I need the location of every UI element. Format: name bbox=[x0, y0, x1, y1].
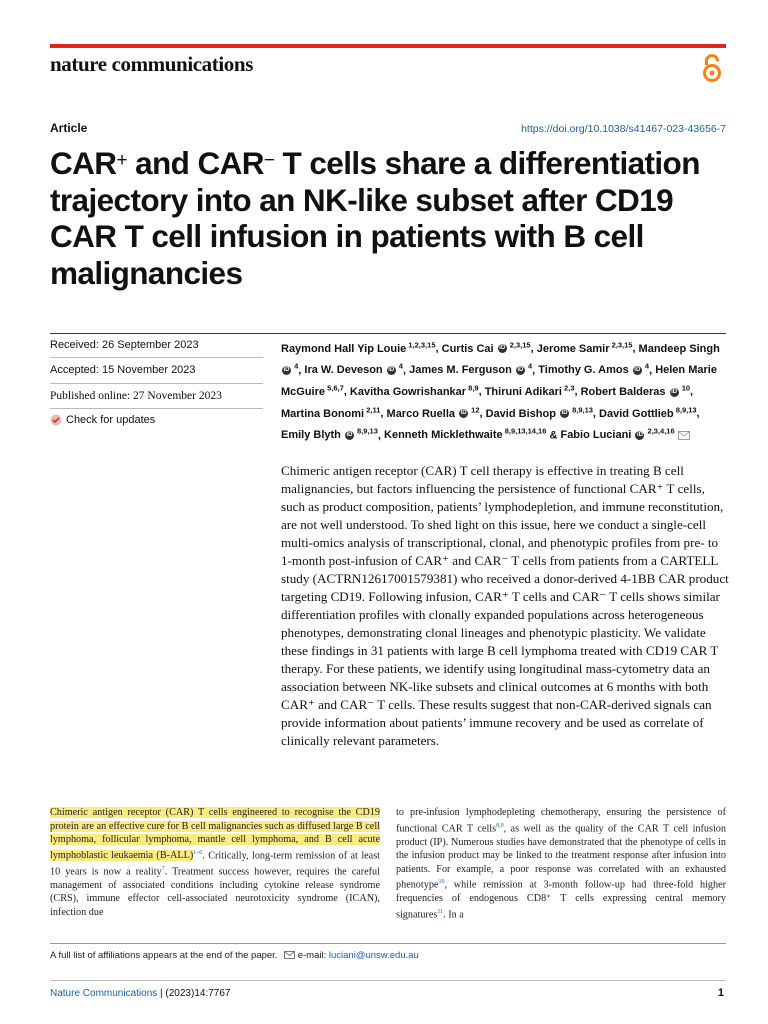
affiliation-superscript: 1,2,3,15 bbox=[406, 340, 436, 349]
author-name[interactable]: Kenneth Micklethwaite $^{8,9,13,14,16}$ bbox=[384, 426, 547, 442]
author-name[interactable]: Robert Balderas iD $^{10}$ bbox=[580, 383, 691, 398]
email-link[interactable]: luciani@unsw.edu.au bbox=[328, 950, 419, 961]
article-title: CAR+ and CAR− T cells share a differentiation trajectory into an NK-like subset after CD19 CAR T cell infusion in patients with B cell malignancies bbox=[50, 145, 700, 291]
affiliation-superscript: 4 bbox=[525, 361, 533, 371]
author-name[interactable]: Kavitha Gowrishankar $^{8,9}$ bbox=[349, 383, 479, 398]
author-name[interactable]: Jerome Samir $^{2,3,15}$ bbox=[536, 340, 633, 355]
affiliation-footnote: A full list of affiliations appears at the end of the paper. e-mail: luciani@unsw.edu.au bbox=[50, 950, 419, 961]
affiliation-superscript: 8,9,13 bbox=[354, 426, 378, 436]
journal-name[interactable]: nature communications bbox=[50, 52, 253, 76]
orcid-icon[interactable]: iD bbox=[388, 366, 395, 373]
corresponding-email-icon[interactable] bbox=[678, 431, 690, 440]
doi-link[interactable]: https://doi.org/10.1038/s41467-023-43656-7 bbox=[521, 123, 726, 135]
orcid-icon[interactable]: iD bbox=[671, 388, 678, 395]
meta-divider bbox=[50, 383, 263, 384]
body-column-right: to pre-infusion lymphodepleting chemotherapy, ensuring the persistence of functional CAR T cells$^{8,9}$, as well as the quality of the CAR T cell infusion product (IP). Numerous studies have demonstrated that the phenotype of cells in the infusion product may be linked to the treatment response after infusion into patients. For example, a poor response was correlated with an exhausted phenotype$^{10}$, while remission at 3-month follow-up had three-fold higher frequencies of endogenous CD8⁺ T cells expressing central memory signatures$^{11}$. In a bbox=[396, 807, 726, 921]
email-icon bbox=[284, 951, 295, 959]
orcid-icon[interactable]: iD bbox=[499, 345, 506, 352]
affiliation-superscript: 2,3,15 bbox=[609, 340, 633, 349]
author-name[interactable]: David Gottlieb $^{8,9,13}$ bbox=[599, 404, 697, 420]
orcid-icon[interactable]: iD bbox=[283, 366, 290, 373]
meta-divider bbox=[50, 357, 263, 358]
affiliation-superscript: 8,9 bbox=[466, 383, 479, 393]
affiliation-superscript: 2,3,15 bbox=[507, 340, 531, 349]
meta-divider bbox=[50, 408, 263, 409]
affiliation-superscript: 8,9,13 bbox=[673, 404, 697, 414]
reference-link[interactable]: 8,9 bbox=[496, 822, 504, 829]
reference-link[interactable]: 10 bbox=[438, 879, 445, 886]
open-access-icon bbox=[700, 52, 724, 84]
footer-journal-link[interactable]: Nature Communications bbox=[50, 988, 158, 999]
affiliation-superscript: 12 bbox=[469, 404, 480, 414]
accepted-date: Accepted: 15 November 2023 bbox=[50, 364, 196, 376]
footnote-divider bbox=[50, 943, 726, 944]
top-accent-bar bbox=[50, 44, 726, 48]
author-name[interactable]: Marco Ruella iD $^{12}$ bbox=[386, 404, 480, 420]
orcid-icon[interactable]: iD bbox=[561, 410, 568, 417]
orcid-icon[interactable]: iD bbox=[636, 431, 643, 438]
reference-link[interactable]: 1–6 bbox=[193, 849, 203, 856]
author-name[interactable]: James M. Ferguson iD $^4$ bbox=[409, 361, 533, 377]
author-name[interactable]: David Bishop iD $^{8,9,13}$ bbox=[485, 404, 593, 420]
orcid-icon[interactable]: iD bbox=[346, 431, 353, 438]
affiliation-superscript: 10 bbox=[679, 383, 691, 393]
orcid-icon[interactable]: iD bbox=[517, 366, 524, 373]
affiliation-superscript: 2,3 bbox=[561, 383, 575, 393]
author-name[interactable]: Martina Bonomi $^{2,11}$ bbox=[281, 404, 381, 420]
affiliation-superscript: 8,9,13 bbox=[569, 404, 593, 414]
affiliation-superscript: 8,9,13,14,16 bbox=[502, 426, 547, 436]
author-name[interactable]: Raymond Hall Yip Louie $^{1,2,3,15}$ bbox=[281, 340, 436, 355]
abstract: Chimeric antigen receptor (CAR) T cell therapy is effective in treating B cell malignancies, but factors influencing the persistence of functional CAR⁺ T cells, such as product composition, patients’ lymphodepletion, and immune reconstitution, are not well understood. To shed light on this issue, here we conduct a single-cell multi-omics analysis of transcriptional, clonal, and phenotypic profiles from pre- to 1-month post-infusion of CAR⁺ and CAR⁻ T cells from patients from a CARTELL study (ACTRN12617001579381) who received a donor-derived 4-1BB CAR product targeting CD19. Following infusion, CAR⁺ T cells and CAR⁻ T cells shows similar differentiation profiles with clonally expanded populations across heterogeneous phenotypes, demonstrating clonal lineages and phenotypic plasticity. We validate these findings in 31 patients with large B cell lymphoma treated with CD19 CAR T therapy. For these patients, we identify using longitudinal mass-cytometry data an association between NK-like subsets and clinical outcomes at 6 months with both CAR⁺ and CAR⁻ T cells. These results suggest that non-CAR-derived signals can provide information about patients’ immune recovery and be used as correlate of clinically relevant parameters. bbox=[281, 463, 729, 748]
author-name[interactable]: Fabio Luciani iD $^{2,3,4,16}$ bbox=[560, 426, 675, 442]
author-name[interactable]: Helen Marie McGuire $^{5,6,7}$ bbox=[281, 364, 717, 398]
highlighted-text[interactable]: Chimeric antigen receptor (CAR) T cells engineered to recognise the CD19 protein are an effective cure for B cell malignancies such as diffused large B cell lymphoma, follicular lymphoma, mantle cell lymphoma, and B cell acute lymphoblastic leukaemia (B-ALL) bbox=[50, 807, 380, 862]
orcid-icon[interactable]: iD bbox=[460, 410, 467, 417]
footer-divider bbox=[50, 980, 726, 981]
reference-link[interactable]: 11 bbox=[437, 908, 444, 915]
author-name[interactable]: Ira W. Deveson iD $^4$ bbox=[304, 361, 403, 377]
affiliation-superscript: 5,6,7 bbox=[325, 383, 344, 393]
reference-link[interactable]: 7 bbox=[161, 865, 165, 872]
author-name[interactable]: Curtis Cai iD $^{2,3,15}$ bbox=[441, 340, 531, 355]
affiliation-superscript: 2,11 bbox=[364, 404, 381, 414]
affiliation-superscript: 4 bbox=[292, 361, 299, 371]
affiliation-superscript: 2,3,4,16 bbox=[645, 426, 675, 436]
author-name[interactable]: Emily Blyth iD $^{8,9,13}$ bbox=[281, 426, 378, 442]
author-name[interactable]: Mandeep Singh iD $^4$ bbox=[283, 342, 720, 373]
body-column-left: Chimeric antigen receptor (CAR) T cells engineered to recognise the CD19 protein are an effective cure for B cell malignancies such as diffused large B cell lymphoma, follicular lymphoma, mantle cell lymphoma, and B cell acute lymphoblastic leukaemia $(B-ALL)^{1-6}$. Critically, long-term remission of at least 10 years is now a reality$^7$. Treatment success however, requires the careful management of associated conditions including cytokine release syndrome (CRS), immune effector cell-associated neurotoxicity syndrome (ICAN), infection due bbox=[50, 807, 380, 918]
author-name[interactable]: Thiruni Adikari $^{2,3}$ bbox=[484, 383, 575, 398]
author-list: Raymond Hall Yip Louie $^{1,2,3,15}$, Curtis Cai iD $^{2,3,15}$, Jerome Samir $^{2,3,15}$, Mandeep Singh iD $^4$, Ira W. Deveson iD $^4$, James M. Ferguson iD $^4$, Timothy G. Amos iD $^4$, Helen Marie McGuire $^{5,6,7}$, Kavitha Gowrishankar $^{8,9}$, Thiruni Adikari $^{2,3}$, Robert Balderas iD $^{10}$, Martina Bonomi $^{2,11}$, Marco Ruella iD $^{12}$, David Bishop iD $^{8,9,13}$, David Gottlieb $^{8,9,13}$, Emily Blyth iD $^{8,9,13}$, Kenneth Micklethwaite $^{8,9,13,14,16}$ & Fabio Luciani iD $^{2,3,4,16}$ bbox=[281, 340, 720, 442]
page-number: 1 bbox=[717, 987, 724, 999]
received-date: Received: 26 September 2023 bbox=[50, 339, 199, 351]
orcid-icon[interactable]: iD bbox=[634, 366, 641, 373]
author-name[interactable]: Timothy G. Amos iD $^4$ bbox=[538, 361, 650, 377]
affiliation-superscript: 4 bbox=[642, 361, 650, 371]
published-date: Published online: 27 November 2023 bbox=[50, 390, 222, 402]
check-updates-icon bbox=[50, 414, 62, 426]
footer-citation: Nature Communications | (2023)14:7767 bbox=[50, 988, 231, 999]
check-updates-label: Check for updates bbox=[66, 414, 156, 426]
article-type-label: Article bbox=[50, 121, 88, 135]
check-updates-button[interactable] bbox=[50, 414, 155, 426]
title-divider bbox=[50, 333, 726, 334]
affiliation-superscript: 4 bbox=[396, 361, 403, 371]
